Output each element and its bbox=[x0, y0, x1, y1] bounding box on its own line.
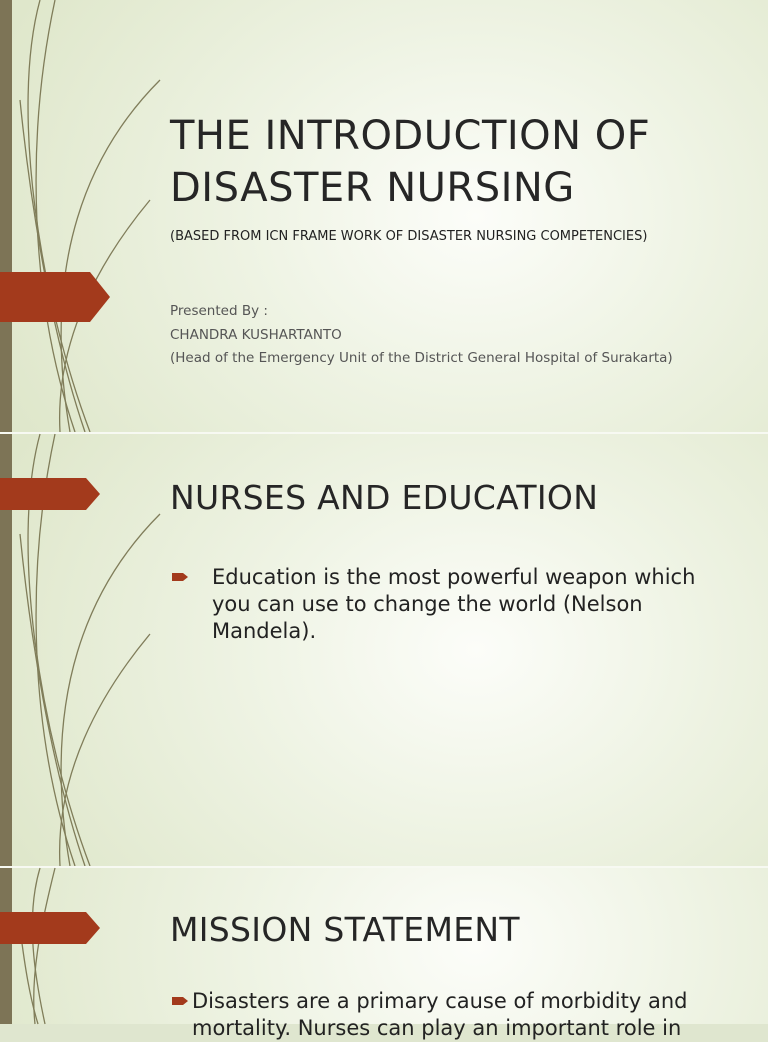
bullet-text bbox=[192, 988, 688, 1042]
bullet-item bbox=[172, 564, 732, 645]
swirl-decoration bbox=[0, 0, 170, 432]
slide-subtitle: (BASED FROM ICN FRAME WORK OF DISASTER NURSING COMPETENCIES) bbox=[170, 229, 648, 244]
bullet-text bbox=[212, 564, 695, 645]
title-line-2: DISASTER NURSING bbox=[170, 165, 575, 211]
title-line-1: THE INTRODUCTION OF bbox=[170, 113, 651, 159]
bullet-line: you can use to change the world (Nelson bbox=[212, 592, 643, 616]
slide-title-heading bbox=[170, 110, 650, 214]
arrow-bullet-icon bbox=[172, 995, 190, 1007]
slide-nurses-education bbox=[0, 434, 768, 866]
bullet-line: Disasters are a primary cause of morbidity and bbox=[192, 989, 688, 1013]
slide-heading: NURSES AND EDUCATION bbox=[170, 478, 599, 517]
bullet-line: Mandela). bbox=[212, 619, 317, 643]
arrow-tab-icon bbox=[0, 478, 102, 510]
bullet-line: Education is the most powerful weapon which bbox=[212, 565, 696, 589]
presented-by-label: Presented By : bbox=[170, 303, 268, 319]
bullet-item bbox=[172, 988, 752, 1042]
bullet-line: mortality. Nurses can play an important role in bbox=[192, 1016, 682, 1040]
slide-title bbox=[0, 0, 768, 432]
swirl-decoration bbox=[0, 868, 170, 1024]
slide-mission-statement bbox=[0, 868, 768, 1040]
presenter-affiliation: (Head of the Emergency Unit of the District General Hospital of Surakarta) bbox=[170, 350, 673, 366]
arrow-tab-icon bbox=[0, 272, 112, 322]
arrow-bullet-icon bbox=[172, 571, 190, 583]
arrow-tab-icon bbox=[0, 912, 102, 944]
slide-heading: MISSION STATEMENT bbox=[170, 910, 520, 949]
presenter-name: CHANDRA KUSHARTANTO bbox=[170, 327, 342, 343]
